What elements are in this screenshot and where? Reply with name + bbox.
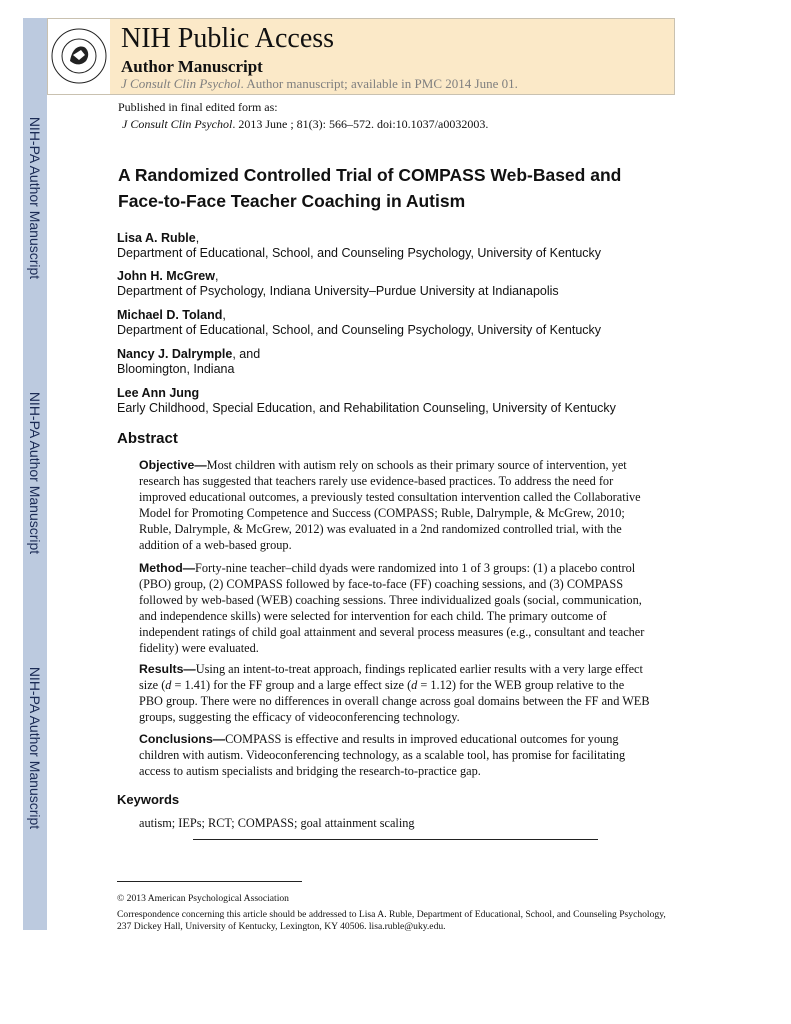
author-affiliation: Early Childhood, Special Education, and Rehabilitation Counseling, University of Kentucky (117, 401, 616, 415)
author-name: Nancy J. Dalrymple, and (117, 347, 261, 361)
abstract-results: Results—Using an intent-to-treat approach, findings replicated earlier results with a very large effect size (d = 1.41) for the FF group and a large effect size (d = 1.12) for the WEB group relative to the PBO group. There were no differences in overall change across goal domains between the FF and WEB groups, suggesting the efficacy of videoconferencing technology. (139, 662, 650, 724)
author-name: John H. McGrew, (117, 269, 219, 283)
sidebar-label-middle: NIH-PA Author Manuscript (27, 391, 43, 555)
correspondence-note: Correspondence concerning this article should be addressed to Lisa A. Ruble, Department of Educational, School, and Counseling Psychology, 237 Dickey Hall, University of Kentucky, Lexington, KY 40506. lisa.ruble@uky.edu. (117, 909, 666, 932)
published-label: Published in final edited form as: (118, 100, 278, 114)
article-title-line-2: Face-to-Face Teacher Coaching in Autism (118, 191, 466, 211)
abstract-conclusions: Conclusions—COMPASS is effective and results in improved educational outcomes for young children with autism. Videoconferencing technology, as a scalable tool, has promise for facilitating access to autism specialists and bridging the research-to-practice gap. (139, 732, 626, 778)
divider (193, 839, 598, 840)
author-name: Lee Ann Jung (117, 386, 200, 400)
abstract-heading: Abstract (117, 430, 178, 447)
citation-details: . 2013 June ; 81(3): 566–572. doi:10.1037/a0032003. (232, 117, 489, 131)
sidebar-label-top: NIH-PA Author Manuscript (27, 116, 43, 280)
abstract-method: Method—Forty-nine teacher–child dyads were randomized into 1 of 3 groups: (1) a placebo control (PBO) group, (2) COMPASS followed by face-to-face (FF) coaching sessions, and (3) COMPASS followed by web-based (WEB) coaching sessions. Three individualized goals (social, communication, and independence skills) were selected for intervention for each child. The primary outcome of independent ratings of child goal attainment and several process measures (e.g., consultant and teacher fidelity) were evaluated. (139, 561, 645, 655)
copyright-notice: © 2013 American Psychological Association (117, 893, 289, 904)
author-manuscript-label: Author Manuscript (121, 57, 263, 76)
journal-abbrev: J Consult Clin Psychol (121, 76, 241, 91)
citation-journal: J Consult Clin Psychol (122, 117, 233, 131)
keywords-heading: Keywords (117, 792, 180, 807)
publication-citation (122, 117, 488, 132)
nih-logo-icon (48, 19, 110, 94)
journal-availability-line (121, 76, 518, 92)
author-name: Lisa A. Ruble, (117, 231, 200, 245)
author-affiliation: Bloomington, Indiana (117, 362, 235, 376)
abstract-objective: Objective—Most children with autism rely on schools as their primary source of intervention, yet research has suggested that teachers rarely use evidence-based practices. To address the need for improved educational outcomes, a previously tested consultation intervention called the Collaborative Model for Promoting Competence and Success (COMPASS; Ruble, Dalrymple, & McGrew, 2010; Ruble, Dalrymple, & McGrew, 2012) was evaluated in a 2nd randomized controlled trial, with the addition of a web-based group. (139, 458, 641, 552)
author-affiliation: Department of Psychology, Indiana University–Purdue University at Indianapolis (117, 284, 559, 298)
sidebar-label-bottom: NIH-PA Author Manuscript (27, 666, 43, 830)
availability-text: . Author manuscript; available in PMC 2014 June 01. (240, 76, 518, 91)
nih-public-access-title: NIH Public Access (121, 23, 335, 54)
author-name: Michael D. Toland, (117, 308, 226, 322)
author-affiliation: Department of Educational, School, and Counseling Psychology, University of Kentucky (117, 323, 602, 337)
keywords-list: autism; IEPs; RCT; COMPASS; goal attainment scaling (139, 816, 415, 830)
footnote-divider (117, 881, 302, 882)
article-title (118, 162, 678, 214)
author-affiliation: Department of Educational, School, and Counseling Psychology, University of Kentucky (117, 246, 602, 260)
article-title-line-1: A Randomized Controlled Trial of COMPASS Web-Based and (118, 165, 622, 185)
